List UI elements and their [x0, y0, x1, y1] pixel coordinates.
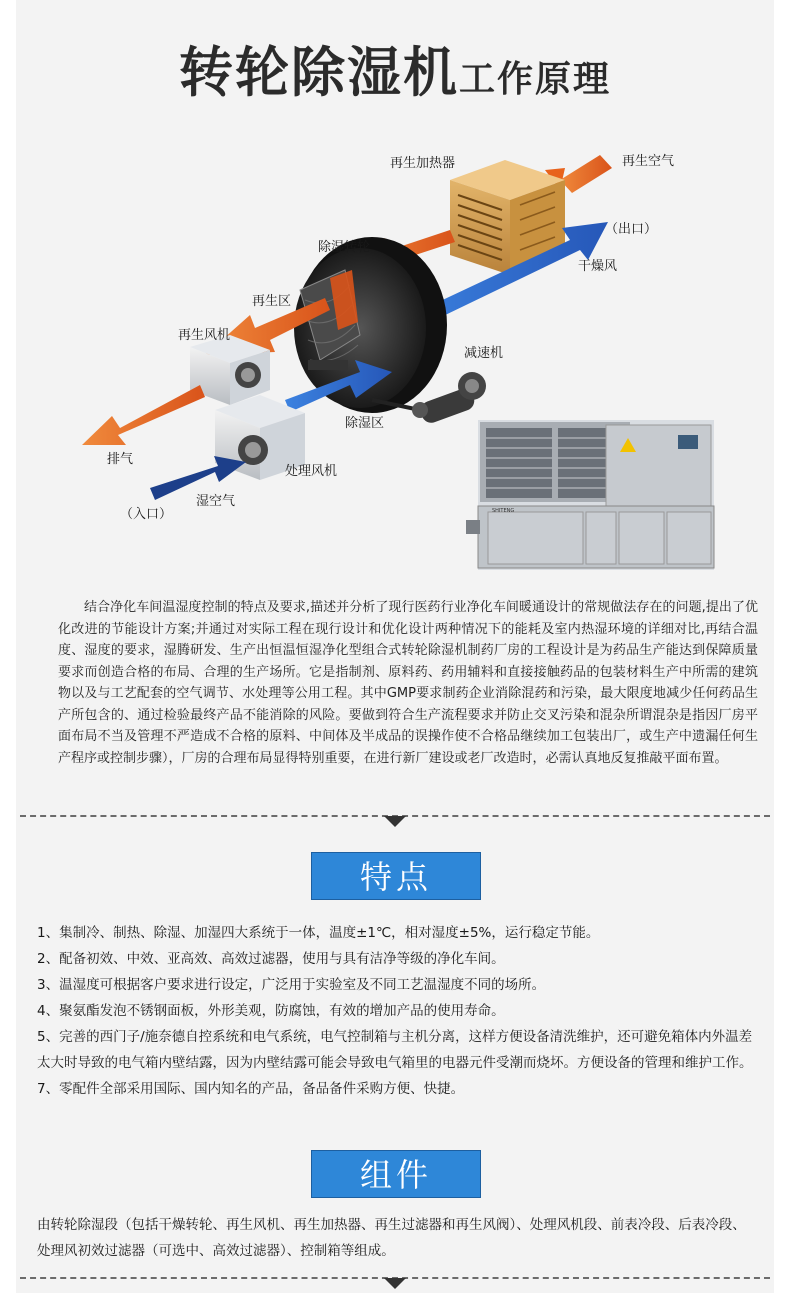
label-inlet: （入口） — [120, 507, 173, 522]
machine-photo — [466, 420, 714, 570]
machine-brand: SHITENG — [492, 508, 515, 514]
feature-item: 3、温湿度可根据客户要求进行设定，广泛用于实验室及不同工艺温湿度不同的场所。 — [37, 977, 546, 993]
label-regen-heater: 再生加热器 — [390, 156, 456, 171]
label-exhaust: 排气 — [107, 452, 134, 467]
feature-item: 5、完善的西门子/施奈德自控系统和电气系统，电气控制箱与主机分离，这样方便设备清洗维护，还可避免箱体内外温差太大时导致的电气箱内壁结露，因为内壁结露可能会导致电气箱里的电器元件受潮而烧坏。方便设备的管理和维护工作。 — [37, 1029, 753, 1071]
label-regen-air: 再生空气 — [622, 154, 675, 169]
exhaust-arrow — [82, 385, 205, 445]
feature-item: 7、零配件全部采用国际、国内知名的产品，备品备件采购方便、快捷。 — [37, 1081, 465, 1097]
feature-item: 2、配备初效、中效、亚高效、高效过滤器，使用与具有洁净等级的净化车间。 — [37, 951, 505, 967]
diagram-illustration — [0, 110, 790, 590]
page-title — [0, 30, 790, 107]
label-regen-zone: 再生区 — [252, 294, 292, 309]
label-rotor: 除湿转轮 — [318, 240, 371, 255]
label-regen-fan: 再生风机 — [178, 328, 231, 343]
label-process-fan: 处理风机 — [285, 464, 338, 479]
components-text: 由转轮除湿段（包括干燥转轮、再生风机、再生加热器、再生过滤器和再生风阀）、处理风机段、前表冷段、后表冷段、处理风初效过滤器（可选中、高效过滤器）、控制箱等组成。 — [37, 1217, 746, 1259]
intro-paragraph — [58, 597, 758, 769]
title-sub: 工作原理 — [458, 59, 611, 100]
label-dry-air: 干燥风 — [578, 259, 618, 274]
features-list — [37, 920, 757, 1102]
divider-arrow-down-icon — [384, 1278, 406, 1289]
title-main: 转轮除湿机 — [178, 41, 459, 104]
features-heading: 特点 — [311, 852, 481, 900]
label-outlet: （出口） — [605, 222, 658, 237]
components-heading: 组件 — [311, 1150, 481, 1198]
label-dehum-zone: 除湿区 — [345, 416, 385, 431]
regen-air-arrow — [560, 155, 612, 193]
label-humid-air: 湿空气 — [196, 494, 236, 509]
intro-text: 结合净化车间温湿度控制的特点及要求,描述并分析了现行医药行业净化车间暖通设计的常规做法存在的问题,提出了优化改进的节能设计方案;并通过对实际工程在现行设计和优化设计两种情况下的能耗及室内热湿环境的详细对比,再结合温度、湿度的要求，湿腾研发、生产出恒温恒湿净化型组合式转轮除湿机制药厂房的工程设计是为药品生产能达到保障质量要求而创造合格的布局、合理的生产场所。它是指制剂、原料药、药用辅料和直接接触药品的包装材料生产中所需的建筑物以及与工艺配套的空气调节、水处理等公用工程。其中GMP要求制药企业消除混药和污染，最大限度地减少任何药品生产所包含的、通过检验最终产品不能消除的风险。要做到符合生产流程要求并防止交叉污染和混杂所谓混杂是指因厂房平面布局不当及管理不严造成不合格的原料、中间体及半成品的误操作使不合格品继续加工包装出厂，或生产中遗漏任何生产程序或控制步骤），厂房的合理布局显得特别重要，在进行新厂建设或老厂改造时，必需认真地反复推敲平面布置。 — [58, 600, 758, 766]
label-reducer: 减速机 — [464, 346, 504, 361]
feature-item: 4、聚氨酯发泡不锈钢面板，外形美观，防腐蚀，有效的增加产品的使用寿命。 — [37, 1003, 505, 1019]
divider-arrow-down-icon — [384, 816, 406, 827]
feature-item: 1、集制冷、制热、除湿、加湿四大系统于一体，温度±1℃，相对湿度±5%，运行稳定节能。 — [37, 925, 600, 941]
working-principle-diagram — [0, 110, 790, 590]
